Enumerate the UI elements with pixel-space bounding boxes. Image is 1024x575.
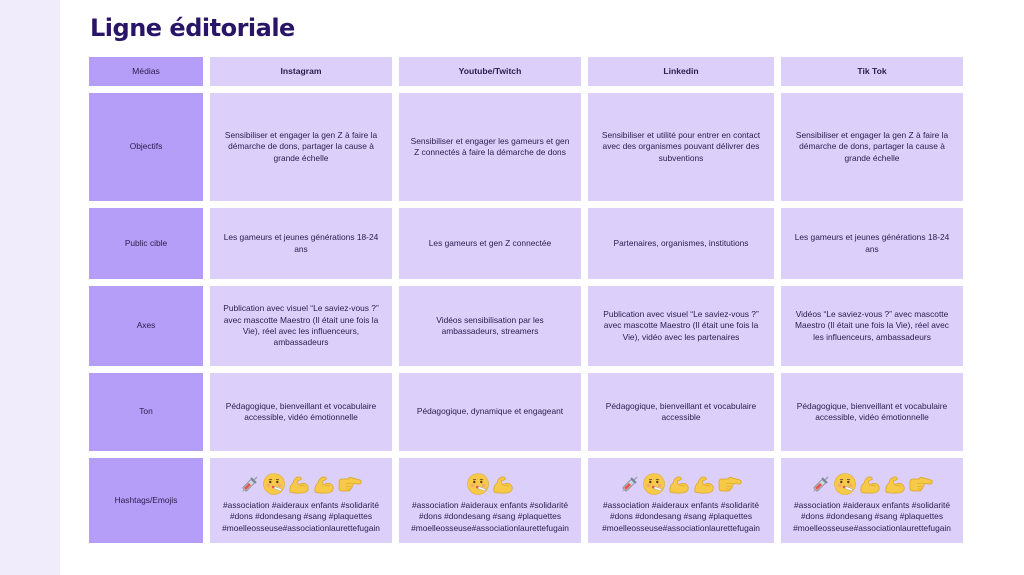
row-label-ton: Ton (89, 373, 203, 451)
table-cell: Publication avec visuel “Le saviez-vous ?” avec mascotte Maestro (Il était une fois la Vie), réel avec les influenceurs, ambassadeurs (210, 286, 392, 366)
emoji-row (466, 471, 515, 497)
page-title: Ligne éditoriale (90, 14, 295, 42)
table-cell: Les gameurs et gen Z connectée (399, 208, 581, 279)
table-cell: Sensibiliser et utilité pour entrer en contact avec des organismes pouvant délivrer des subventions (588, 93, 774, 201)
table-cell: Pédagogique, bienveillant et vocabulaire accessible (588, 373, 774, 451)
hashtag-cell-tiktok (781, 458, 963, 543)
table-cell: Les gameurs et jeunes générations 18-24 ans (210, 208, 392, 279)
flexed-biceps-icon (287, 472, 311, 496)
emoji-row (619, 471, 743, 497)
table-cell: Vidéos “Le saviez-vous ?” avec mascotte Maestro (Il était une fois la Vie), réel avec les influenceurs, ambassadeurs (781, 286, 963, 366)
row-label-hashtags-emojis: Hashtags/Emojis (89, 458, 203, 543)
hashtag-text: #association #aideraux enfants #solidarité #dons #dondesang #sang #plaquettes #moelleosseuse#associationlaurettefugain (793, 499, 951, 533)
table-cell: Sensibiliser et engager les gameurs et gen Z connectés à faire la démarche de dons (399, 93, 581, 201)
table-cell: Partenaires, organismes, institutions (588, 208, 774, 279)
face-with-thermometer-icon (642, 472, 666, 496)
table-cell: Vidéos sensibilisation par les ambassadeurs, streamers (399, 286, 581, 366)
hashtag-text: #association #aideraux enfants #solidarité #dons #dondesang #sang #plaquettes #moelleosseuse#associationlaurettefugain (602, 499, 760, 533)
backhand-index-pointing-right-icon (337, 473, 363, 495)
flexed-biceps-icon (692, 472, 716, 496)
table-cell: Sensibiliser et engager la gen Z à faire la démarche de dons, partager la cause à grande échelle (781, 93, 963, 201)
face-with-thermometer-icon (262, 472, 286, 496)
hashtag-cell-instagram (210, 458, 392, 543)
face-with-thermometer-icon (466, 472, 490, 496)
table-cell: Pédagogique, bienveillant et vocabulaire accessible, vidéo émotionnelle (781, 373, 963, 451)
header-cell-linkedin: Linkedin (588, 57, 774, 86)
table-cell: Pédagogique, dynamique et engageant (399, 373, 581, 451)
flexed-biceps-icon (858, 472, 882, 496)
emoji-row (810, 471, 934, 497)
backhand-index-pointing-right-icon (717, 473, 743, 495)
header-cell-instagram: Instagram (210, 57, 392, 86)
face-with-thermometer-icon (833, 472, 857, 496)
hashtag-text: #association #aideraux enfants #solidarité #dons #dondesang #sang #plaquettes #moelleosseuse#associationlaurettefugain (222, 499, 380, 533)
flexed-biceps-icon (883, 472, 907, 496)
hashtag-text: #association #aideraux enfants #solidarité #dons #dondesang #sang #plaquettes #moelleosseuse#associationlaurettefugain (411, 499, 569, 533)
row-label-axes: Axes (89, 286, 203, 366)
table-cell: Sensibiliser et engager la gen Z à faire la démarche de dons, partager la cause à grande échelle (210, 93, 392, 201)
table-cell: Publication avec visuel “Le saviez-vous ?” avec mascotte Maestro (Il était une fois la Vie), vidéo avec les partenaires (588, 286, 774, 366)
syringe-icon (239, 473, 261, 495)
flexed-biceps-icon (667, 472, 691, 496)
table-cell: Les gameurs et jeunes générations 18-24 ans (781, 208, 963, 279)
flexed-biceps-icon (312, 472, 336, 496)
header-cell-youtube-twitch: Youtube/Twitch (399, 57, 581, 86)
header-cell-tiktok: Tik Tok (781, 57, 963, 86)
hashtag-cell-linkedin (588, 458, 774, 543)
row-label-public-cible: Public cible (89, 208, 203, 279)
syringe-icon (619, 473, 641, 495)
backhand-index-pointing-right-icon (908, 473, 934, 495)
flexed-biceps-icon (491, 472, 515, 496)
header-cell-medias: Médias (89, 57, 203, 86)
hashtag-cell-youtube-twitch (399, 458, 581, 543)
syringe-icon (810, 473, 832, 495)
slide (60, 0, 1024, 575)
table-cell: Pédagogique, bienveillant et vocabulaire accessible, vidéo émotionnelle (210, 373, 392, 451)
editorial-table (89, 57, 963, 543)
row-label-objectifs: Objectifs (89, 93, 203, 201)
emoji-row (239, 471, 363, 497)
